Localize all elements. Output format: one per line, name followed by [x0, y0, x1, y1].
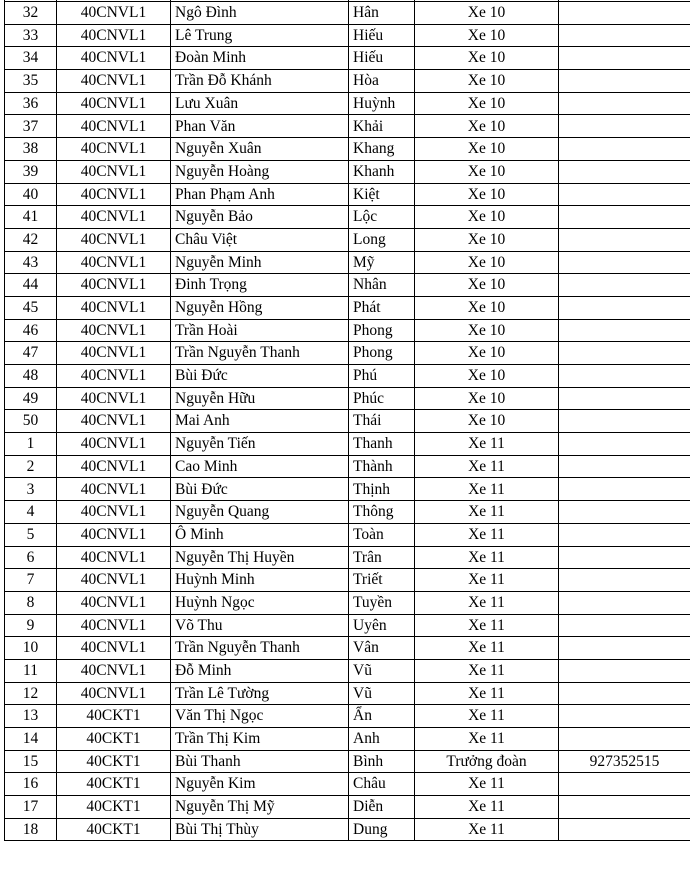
phone-number-cell — [559, 728, 691, 751]
row-number-cell: 32 — [5, 2, 57, 25]
table-row — [5, 750, 691, 773]
given-name-cell: Khanh — [349, 160, 415, 183]
class-code-cell: 40CNVL1 — [57, 296, 171, 319]
row-number-cell: 4 — [5, 501, 57, 524]
row-number-cell: 15 — [5, 750, 57, 773]
row-number-cell: 41 — [5, 206, 57, 229]
table-row — [5, 546, 691, 569]
class-code-cell: 40CNVL1 — [57, 523, 171, 546]
phone-number-cell — [559, 591, 691, 614]
bus-assignment-cell: Xe 10 — [415, 115, 559, 138]
table-row — [5, 47, 691, 70]
phone-number-cell — [559, 2, 691, 25]
family-name-cell: Trần Đỗ Khánh — [171, 70, 349, 93]
table-row — [5, 614, 691, 637]
class-code-cell: 40CNVL1 — [57, 251, 171, 274]
table-row — [5, 705, 691, 728]
class-code-cell: 40CKT1 — [57, 705, 171, 728]
row-number-cell: 34 — [5, 47, 57, 70]
class-code-cell: 40CNVL1 — [57, 183, 171, 206]
family-name-cell: Nguyễn Minh — [171, 251, 349, 274]
row-number-cell: 16 — [5, 773, 57, 796]
given-name-cell: Nhân — [349, 274, 415, 297]
given-name-cell: Hiếu — [349, 47, 415, 70]
phone-number-cell — [559, 637, 691, 660]
given-name-cell: Thái — [349, 410, 415, 433]
family-name-cell: Lưu Xuân — [171, 92, 349, 115]
bus-assignment-cell: Xe 11 — [415, 796, 559, 819]
family-name-cell: Huỳnh Minh — [171, 569, 349, 592]
phone-number-cell — [559, 296, 691, 319]
given-name-cell: Tuyền — [349, 591, 415, 614]
phone-number-cell — [559, 478, 691, 501]
table-row — [5, 365, 691, 388]
table-row — [5, 251, 691, 274]
class-code-cell: 40CNVL1 — [57, 47, 171, 70]
class-code-cell: 40CNVL1 — [57, 115, 171, 138]
family-name-cell: Châu Việt — [171, 228, 349, 251]
given-name-cell: Vân — [349, 637, 415, 660]
table-row — [5, 455, 691, 478]
family-name-cell: Cao Minh — [171, 455, 349, 478]
class-code-cell: 40CNVL1 — [57, 70, 171, 93]
phone-number-cell — [559, 342, 691, 365]
family-name-cell: Đoàn Minh — [171, 47, 349, 70]
row-number-cell: 1 — [5, 433, 57, 456]
phone-number-cell: 927352515 — [559, 750, 691, 773]
family-name-cell: Nguyễn Hoàng — [171, 160, 349, 183]
phone-number-cell — [559, 523, 691, 546]
phone-number-cell — [559, 319, 691, 342]
row-number-cell: 3 — [5, 478, 57, 501]
family-name-cell: Phan Văn — [171, 115, 349, 138]
family-name-cell: Phan Phạm Anh — [171, 183, 349, 206]
given-name-cell: Ẩn — [349, 705, 415, 728]
class-code-cell: 40CNVL1 — [57, 569, 171, 592]
class-code-cell: 40CNVL1 — [57, 2, 171, 25]
bus-assignment-cell: Xe 10 — [415, 296, 559, 319]
row-number-cell: 8 — [5, 591, 57, 614]
given-name-cell: Huỳnh — [349, 92, 415, 115]
class-code-cell: 40CNVL1 — [57, 501, 171, 524]
given-name-cell: Mỹ — [349, 251, 415, 274]
family-name-cell: Bùi Thanh — [171, 750, 349, 773]
bus-assignment-cell: Xe 10 — [415, 410, 559, 433]
table-row — [5, 92, 691, 115]
table-row — [5, 319, 691, 342]
family-name-cell: Nguyễn Quang — [171, 501, 349, 524]
given-name-cell: Dung — [349, 818, 415, 841]
class-code-cell: 40CNVL1 — [57, 387, 171, 410]
table-row — [5, 342, 691, 365]
bus-assignment-cell: Xe 11 — [415, 659, 559, 682]
class-code-cell: 40CNVL1 — [57, 478, 171, 501]
table-row — [5, 637, 691, 660]
class-code-cell: 40CNVL1 — [57, 342, 171, 365]
phone-number-cell — [559, 138, 691, 161]
row-number-cell: 9 — [5, 614, 57, 637]
phone-number-cell — [559, 70, 691, 93]
row-number-cell: 49 — [5, 387, 57, 410]
row-number-cell: 33 — [5, 24, 57, 47]
class-code-cell: 40CKT1 — [57, 818, 171, 841]
phone-number-cell — [559, 228, 691, 251]
family-name-cell: Nguyễn Xuân — [171, 138, 349, 161]
class-code-cell: 40CNVL1 — [57, 92, 171, 115]
class-code-cell: 40CNVL1 — [57, 24, 171, 47]
family-name-cell: Mai Anh — [171, 410, 349, 433]
given-name-cell: Thông — [349, 501, 415, 524]
class-code-cell: 40CNVL1 — [57, 546, 171, 569]
table-row — [5, 659, 691, 682]
bus-assignment-cell: Xe 11 — [415, 728, 559, 751]
row-number-cell: 6 — [5, 546, 57, 569]
row-number-cell: 17 — [5, 796, 57, 819]
given-name-cell: Khải — [349, 115, 415, 138]
bus-assignment-cell: Xe 11 — [415, 455, 559, 478]
bus-assignment-cell: Xe 11 — [415, 523, 559, 546]
phone-number-cell — [559, 387, 691, 410]
phone-number-cell — [559, 659, 691, 682]
phone-number-cell — [559, 115, 691, 138]
bus-assignment-cell: Xe 10 — [415, 319, 559, 342]
bus-assignment-cell: Xe 11 — [415, 682, 559, 705]
given-name-cell: Phong — [349, 342, 415, 365]
class-code-cell: 40CNVL1 — [57, 682, 171, 705]
given-name-cell: Châu — [349, 773, 415, 796]
given-name-cell: Kiệt — [349, 183, 415, 206]
table-row — [5, 501, 691, 524]
given-name-cell: Thịnh — [349, 478, 415, 501]
bus-assignment-cell: Xe 11 — [415, 569, 559, 592]
phone-number-cell — [559, 501, 691, 524]
given-name-cell: Hân — [349, 2, 415, 25]
table-row — [5, 682, 691, 705]
bus-assignment-cell: Xe 10 — [415, 365, 559, 388]
table-row — [5, 569, 691, 592]
row-number-cell: 14 — [5, 728, 57, 751]
bus-assignment-cell: Xe 10 — [415, 342, 559, 365]
table-row — [5, 115, 691, 138]
bus-assignment-cell: Xe 10 — [415, 183, 559, 206]
row-number-cell: 13 — [5, 705, 57, 728]
class-code-cell: 40CNVL1 — [57, 614, 171, 637]
phone-number-cell — [559, 183, 691, 206]
table-row — [5, 728, 691, 751]
phone-number-cell — [559, 206, 691, 229]
given-name-cell: Phú — [349, 365, 415, 388]
table-row — [5, 138, 691, 161]
class-code-cell: 40CNVL1 — [57, 274, 171, 297]
family-name-cell: Trần Nguyễn Thanh — [171, 637, 349, 660]
given-name-cell: Hòa — [349, 70, 415, 93]
given-name-cell: Anh — [349, 728, 415, 751]
phone-number-cell — [559, 433, 691, 456]
bus-assignment-cell: Trưởng đoàn — [415, 750, 559, 773]
row-number-cell: 48 — [5, 365, 57, 388]
row-number-cell: 44 — [5, 274, 57, 297]
bus-assignment-cell: Xe 10 — [415, 206, 559, 229]
phone-number-cell — [559, 410, 691, 433]
row-number-cell: 42 — [5, 228, 57, 251]
phone-number-cell — [559, 705, 691, 728]
bus-assignment-cell: Xe 10 — [415, 387, 559, 410]
given-name-cell: Thanh — [349, 433, 415, 456]
student-roster-table — [4, 0, 690, 841]
row-number-cell: 46 — [5, 319, 57, 342]
class-code-cell: 40CNVL1 — [57, 637, 171, 660]
family-name-cell: Lê Trung — [171, 24, 349, 47]
bus-assignment-cell: Xe 11 — [415, 501, 559, 524]
table-row — [5, 796, 691, 819]
family-name-cell: Văn Thị Ngọc — [171, 705, 349, 728]
phone-number-cell — [559, 92, 691, 115]
phone-number-cell — [559, 455, 691, 478]
class-code-cell: 40CKT1 — [57, 728, 171, 751]
phone-number-cell — [559, 569, 691, 592]
table-row — [5, 387, 691, 410]
table-row — [5, 591, 691, 614]
row-number-cell: 45 — [5, 296, 57, 319]
class-code-cell: 40CNVL1 — [57, 160, 171, 183]
given-name-cell: Long — [349, 228, 415, 251]
family-name-cell: Đỗ Minh — [171, 659, 349, 682]
family-name-cell: Nguyễn Hữu — [171, 387, 349, 410]
row-number-cell: 18 — [5, 818, 57, 841]
table-row — [5, 70, 691, 93]
table-row — [5, 160, 691, 183]
given-name-cell: Phát — [349, 296, 415, 319]
table-row — [5, 274, 691, 297]
row-number-cell: 38 — [5, 138, 57, 161]
bus-assignment-cell: Xe 11 — [415, 637, 559, 660]
family-name-cell: Bùi Thị Thùy — [171, 818, 349, 841]
table-row — [5, 410, 691, 433]
family-name-cell: Nguyễn Thị Mỹ — [171, 796, 349, 819]
family-name-cell: Trần Hoài — [171, 319, 349, 342]
family-name-cell: Võ Thu — [171, 614, 349, 637]
table-row — [5, 24, 691, 47]
given-name-cell: Trân — [349, 546, 415, 569]
family-name-cell: Bùi Đức — [171, 365, 349, 388]
bus-assignment-cell: Xe 10 — [415, 47, 559, 70]
phone-number-cell — [559, 818, 691, 841]
family-name-cell: Trần Nguyễn Thanh — [171, 342, 349, 365]
phone-number-cell — [559, 251, 691, 274]
table-row — [5, 433, 691, 456]
class-code-cell: 40CNVL1 — [57, 365, 171, 388]
class-code-cell: 40CNVL1 — [57, 455, 171, 478]
class-code-cell: 40CNVL1 — [57, 659, 171, 682]
bus-assignment-cell: Xe 11 — [415, 818, 559, 841]
given-name-cell: Toàn — [349, 523, 415, 546]
row-number-cell: 12 — [5, 682, 57, 705]
bus-assignment-cell: Xe 10 — [415, 228, 559, 251]
table-row — [5, 478, 691, 501]
given-name-cell: Diễn — [349, 796, 415, 819]
row-number-cell: 10 — [5, 637, 57, 660]
row-number-cell: 7 — [5, 569, 57, 592]
phone-number-cell — [559, 24, 691, 47]
phone-number-cell — [559, 614, 691, 637]
family-name-cell: Trần Lê Tường — [171, 682, 349, 705]
row-number-cell: 36 — [5, 92, 57, 115]
row-number-cell: 11 — [5, 659, 57, 682]
row-number-cell: 43 — [5, 251, 57, 274]
phone-number-cell — [559, 682, 691, 705]
bus-assignment-cell: Xe 10 — [415, 138, 559, 161]
family-name-cell: Nguyễn Tiến — [171, 433, 349, 456]
family-name-cell: Ngô Đình — [171, 2, 349, 25]
row-number-cell: 5 — [5, 523, 57, 546]
given-name-cell: Vũ — [349, 659, 415, 682]
table-row — [5, 228, 691, 251]
bus-assignment-cell: Xe 11 — [415, 478, 559, 501]
bus-assignment-cell: Xe 10 — [415, 70, 559, 93]
table-row — [5, 2, 691, 25]
bus-assignment-cell: Xe 11 — [415, 591, 559, 614]
bus-assignment-cell: Xe 11 — [415, 705, 559, 728]
table-row — [5, 183, 691, 206]
row-number-cell: 2 — [5, 455, 57, 478]
given-name-cell: Lộc — [349, 206, 415, 229]
family-name-cell: Nguyễn Bảo — [171, 206, 349, 229]
bus-assignment-cell: Xe 11 — [415, 433, 559, 456]
table-row — [5, 523, 691, 546]
bus-assignment-cell: Xe 10 — [415, 92, 559, 115]
row-number-cell: 35 — [5, 70, 57, 93]
bus-assignment-cell: Xe 11 — [415, 546, 559, 569]
given-name-cell: Uyên — [349, 614, 415, 637]
phone-number-cell — [559, 773, 691, 796]
phone-number-cell — [559, 365, 691, 388]
family-name-cell: Đinh Trọng — [171, 274, 349, 297]
given-name-cell: Phong — [349, 319, 415, 342]
bus-assignment-cell: Xe 11 — [415, 773, 559, 796]
given-name-cell: Vũ — [349, 682, 415, 705]
class-code-cell: 40CKT1 — [57, 750, 171, 773]
family-name-cell: Nguyễn Hồng — [171, 296, 349, 319]
row-number-cell: 40 — [5, 183, 57, 206]
class-code-cell: 40CNVL1 — [57, 433, 171, 456]
row-number-cell: 47 — [5, 342, 57, 365]
row-number-cell: 39 — [5, 160, 57, 183]
phone-number-cell — [559, 160, 691, 183]
given-name-cell: Triết — [349, 569, 415, 592]
class-code-cell: 40CNVL1 — [57, 206, 171, 229]
class-code-cell: 40CNVL1 — [57, 410, 171, 433]
table-row — [5, 818, 691, 841]
family-name-cell: Nguyễn Thị Huyền — [171, 546, 349, 569]
phone-number-cell — [559, 796, 691, 819]
table-row — [5, 773, 691, 796]
class-code-cell: 40CNVL1 — [57, 319, 171, 342]
bus-assignment-cell: Xe 10 — [415, 2, 559, 25]
row-number-cell: 50 — [5, 410, 57, 433]
family-name-cell: Huỳnh Ngọc — [171, 591, 349, 614]
phone-number-cell — [559, 546, 691, 569]
bus-assignment-cell: Xe 11 — [415, 614, 559, 637]
given-name-cell: Khang — [349, 138, 415, 161]
given-name-cell: Thành — [349, 455, 415, 478]
family-name-cell: Trần Thị Kim — [171, 728, 349, 751]
class-code-cell: 40CKT1 — [57, 796, 171, 819]
phone-number-cell — [559, 47, 691, 70]
given-name-cell: Bình — [349, 750, 415, 773]
bus-assignment-cell: Xe 10 — [415, 160, 559, 183]
bus-assignment-cell: Xe 10 — [415, 274, 559, 297]
phone-number-cell — [559, 274, 691, 297]
class-code-cell: 40CKT1 — [57, 773, 171, 796]
table-row — [5, 206, 691, 229]
bus-assignment-cell: Xe 10 — [415, 24, 559, 47]
row-number-cell: 37 — [5, 115, 57, 138]
family-name-cell: Nguyễn Kim — [171, 773, 349, 796]
table-row — [5, 296, 691, 319]
given-name-cell: Phúc — [349, 387, 415, 410]
class-code-cell: 40CNVL1 — [57, 228, 171, 251]
roster-body — [5, 0, 691, 841]
bus-assignment-cell: Xe 10 — [415, 251, 559, 274]
family-name-cell: Bùi Đức — [171, 478, 349, 501]
given-name-cell: Hiếu — [349, 24, 415, 47]
class-code-cell: 40CNVL1 — [57, 138, 171, 161]
family-name-cell: Ô Minh — [171, 523, 349, 546]
class-code-cell: 40CNVL1 — [57, 591, 171, 614]
